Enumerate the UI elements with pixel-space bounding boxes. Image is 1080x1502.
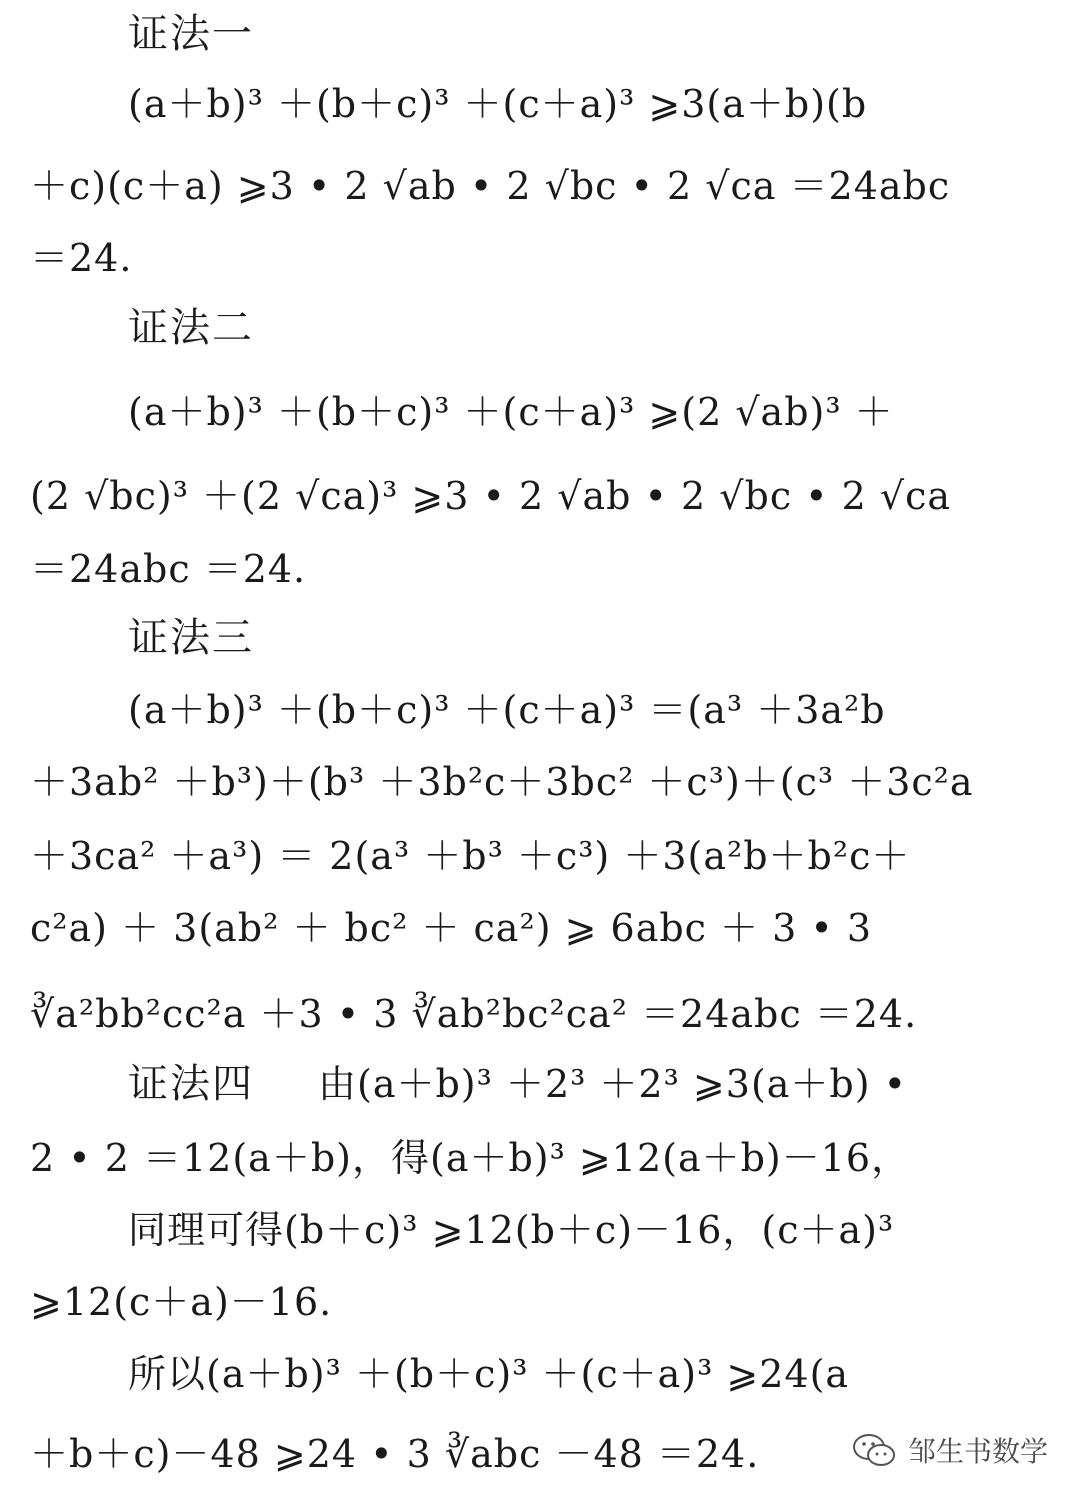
- wechat-icon: [850, 1430, 898, 1470]
- proof3-heading: 证法三: [128, 615, 254, 661]
- proof2-line-2: (2 √bc)³ ＋(2 √ca)³ ⩾3 • 2 √ab • 2 √bc • 2 √ca: [30, 474, 952, 518]
- proof4-line-1: 由(a＋b)³ ＋2³ ＋2³ ⩾3(a＋b) •: [318, 1062, 908, 1106]
- proof4-line-6: ＋b＋c)－48 ⩾24 • 3 ∛abc －48 ＝24.: [30, 1432, 760, 1476]
- proof1-line-1: (a＋b)³ ＋(b＋c)³ ＋(c＋a)³ ⩾3(a＋b)(b: [128, 82, 868, 126]
- proof1-heading: 证法一: [128, 11, 254, 57]
- proof3-line-4: c²a) ＋ 3(ab² ＋ bc² ＋ ca²) ⩾ 6abc ＋ 3 • 3: [30, 906, 873, 950]
- proof4-line-5: 所以(a＋b)³ ＋(b＋c)³ ＋(c＋a)³ ⩾24(a: [128, 1352, 850, 1396]
- proof4-line-4: ⩾12(c＋a)－16.: [30, 1280, 333, 1324]
- proof4-line-3: 同理可得(b＋c)³ ⩾12(b＋c)－16，(c＋a)³: [128, 1208, 895, 1252]
- proof3-line-1: (a＋b)³ ＋(b＋c)³ ＋(c＋a)³ ＝(a³ ＋3a²b: [128, 688, 886, 732]
- proof3-line-2: ＋3ab² ＋b³)＋(b³ ＋3b²c＋3bc² ＋c³)＋(c³ ＋3c²a: [30, 760, 974, 804]
- proof1-line-2: ＋c)(c＋a) ⩾3 • 2 √ab • 2 √bc • 2 √ca ＝24abc: [30, 164, 951, 208]
- proof1-line-3: ＝24.: [30, 236, 133, 280]
- proof4-line-2: 2 • 2 ＝12(a＋b)，得(a＋b)³ ⩾12(a＋b)－16，: [30, 1136, 911, 1180]
- proof2-line-3: ＝24abc ＝24.: [30, 547, 307, 591]
- proof3-line-5: ∛a²bb²cc²a ＋3 • 3 ∛ab²bc²ca² ＝24abc ＝24.: [30, 992, 918, 1036]
- proof2-heading: 证法二: [128, 305, 254, 351]
- watermark-text: 邹生书数学: [908, 1435, 1049, 1468]
- proof2-line-1: (a＋b)³ ＋(b＋c)³ ＋(c＋a)³ ⩾(2 √ab)³ ＋: [128, 390, 894, 434]
- watermark: [850, 1430, 1048, 1470]
- proof3-line-3: ＋3ca² ＋a³) ＝ 2(a³ ＋b³ ＋c³) ＋3(a²b＋b²c＋: [30, 834, 911, 878]
- proof4-heading: 证法四: [128, 1061, 254, 1107]
